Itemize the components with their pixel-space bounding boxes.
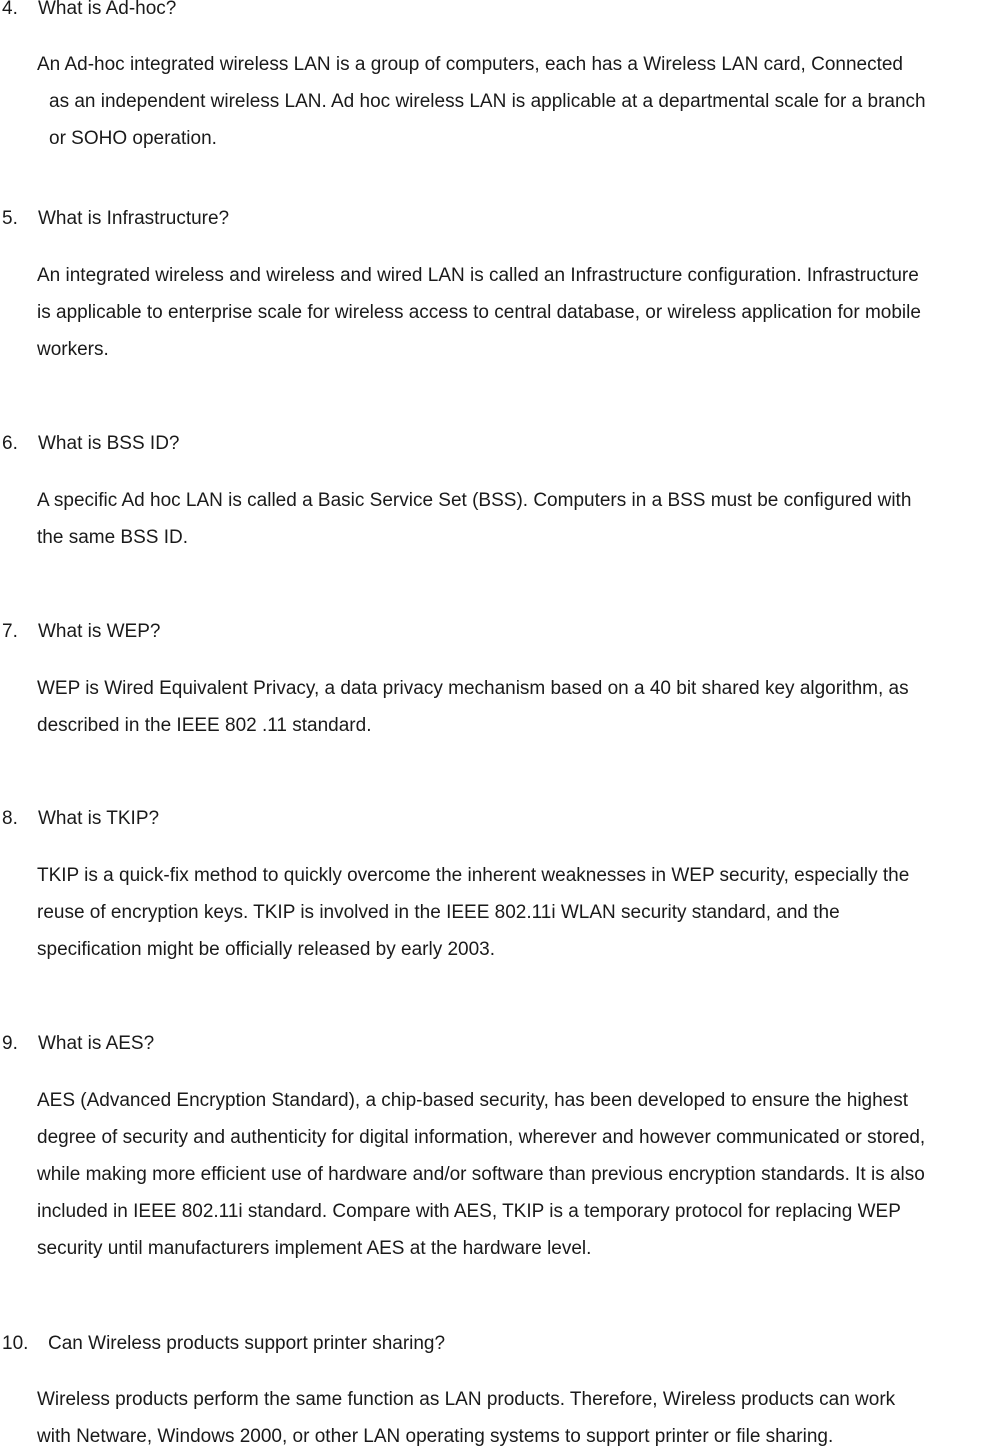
faq-question	[0, 0, 1003, 21]
answer-line: security until manufacturers implement AES at the hardware level.	[37, 1238, 592, 1259]
faq-answer	[0, 857, 1003, 968]
answer-line: Wireless products perform the same function as LAN products. Therefore, Wireless products can work	[37, 1389, 896, 1410]
question-number: 6.	[2, 433, 18, 454]
faq-answer	[0, 670, 1003, 744]
faq-item-printer-sharing	[0, 1332, 1003, 1455]
answer-line: An Ad-hoc integrated wireless LAN is a group of computers, each has a Wireless LAN card, Connected	[37, 54, 903, 75]
answer-line: reuse of encryption keys. TKIP is involved in the IEEE 802.11i WLAN security standard, and the	[37, 902, 840, 923]
faq-question	[0, 620, 1003, 644]
question-number: 9.	[2, 1033, 18, 1054]
faq-item-tkip	[0, 807, 1003, 968]
answer-line: TKIP is a quick-fix method to quickly overcome the inherent weaknesses in WEP security, especially the	[37, 865, 910, 886]
question-number: 4.	[2, 0, 18, 19]
answer-line: AES (Advanced Encryption Standard), a chip-based security, has been developed to ensure the highest	[37, 1090, 909, 1111]
question-text: What is WEP?	[38, 621, 161, 642]
faq-item-infrastructure	[0, 207, 1003, 368]
faq-item-bss-id	[0, 432, 1003, 556]
question-number: 10.	[2, 1333, 29, 1354]
answer-line: included in IEEE 802.11i standard. Compare with AES, TKIP is a temporary protocol for replacing WEP	[37, 1201, 901, 1222]
answer-line: A specific Ad hoc LAN is called a Basic Service Set (BSS). Computers in a BSS must be configured with	[37, 490, 912, 511]
question-number: 7.	[2, 621, 18, 642]
question-text: What is BSS ID?	[38, 433, 180, 454]
answer-line: workers.	[37, 339, 109, 360]
question-number: 8.	[2, 808, 18, 829]
faq-question	[0, 807, 1003, 831]
faq-answer	[0, 257, 1003, 368]
faq-question	[0, 1032, 1003, 1056]
answer-line: described in the IEEE 802 .11 standard.	[37, 715, 372, 736]
answer-line: or SOHO operation.	[49, 128, 217, 149]
answer-line: An integrated wireless and wireless and wired LAN is called an Infrastructure configuration. Infrastructure	[37, 265, 919, 286]
question-text: What is AES?	[38, 1033, 155, 1054]
answer-line: WEP is Wired Equivalent Privacy, a data privacy mechanism based on a 40 bit shared key algorithm, as	[37, 678, 909, 699]
question-text: What is Ad-hoc?	[38, 0, 177, 19]
faq-question	[0, 207, 1003, 231]
faq-answer	[0, 46, 1003, 157]
question-text: What is Infrastructure?	[38, 208, 230, 229]
faq-item-wep	[0, 620, 1003, 744]
question-text: Can Wireless products support printer sharing?	[48, 1333, 446, 1354]
faq-question	[0, 1332, 1003, 1356]
question-text: What is TKIP?	[38, 808, 160, 829]
answer-line: as an independent wireless LAN. Ad hoc wireless LAN is applicable at a departmental scale for a branch	[49, 91, 926, 112]
faq-item-ad-hoc	[0, 0, 1003, 157]
faq-question	[0, 432, 1003, 456]
answer-line: while making more efficient use of hardware and/or software than previous encryption standards. It is also	[37, 1164, 925, 1185]
faq-answer	[0, 482, 1003, 556]
answer-line: is applicable to enterprise scale for wireless access to central database, or wireless application for mobile	[37, 302, 921, 323]
faq-answer	[0, 1082, 1003, 1267]
answer-line: specification might be officially released by early 2003.	[37, 939, 496, 960]
answer-line: the same BSS ID.	[37, 527, 189, 548]
faq-answer	[0, 1381, 1003, 1455]
answer-line: degree of security and authenticity for digital information, wherever and however communicated or stored,	[37, 1127, 926, 1148]
faq-item-aes	[0, 1032, 1003, 1267]
answer-line: with Netware, Windows 2000, or other LAN operating systems to support printer or file sharing.	[37, 1426, 834, 1447]
question-number: 5.	[2, 208, 18, 229]
